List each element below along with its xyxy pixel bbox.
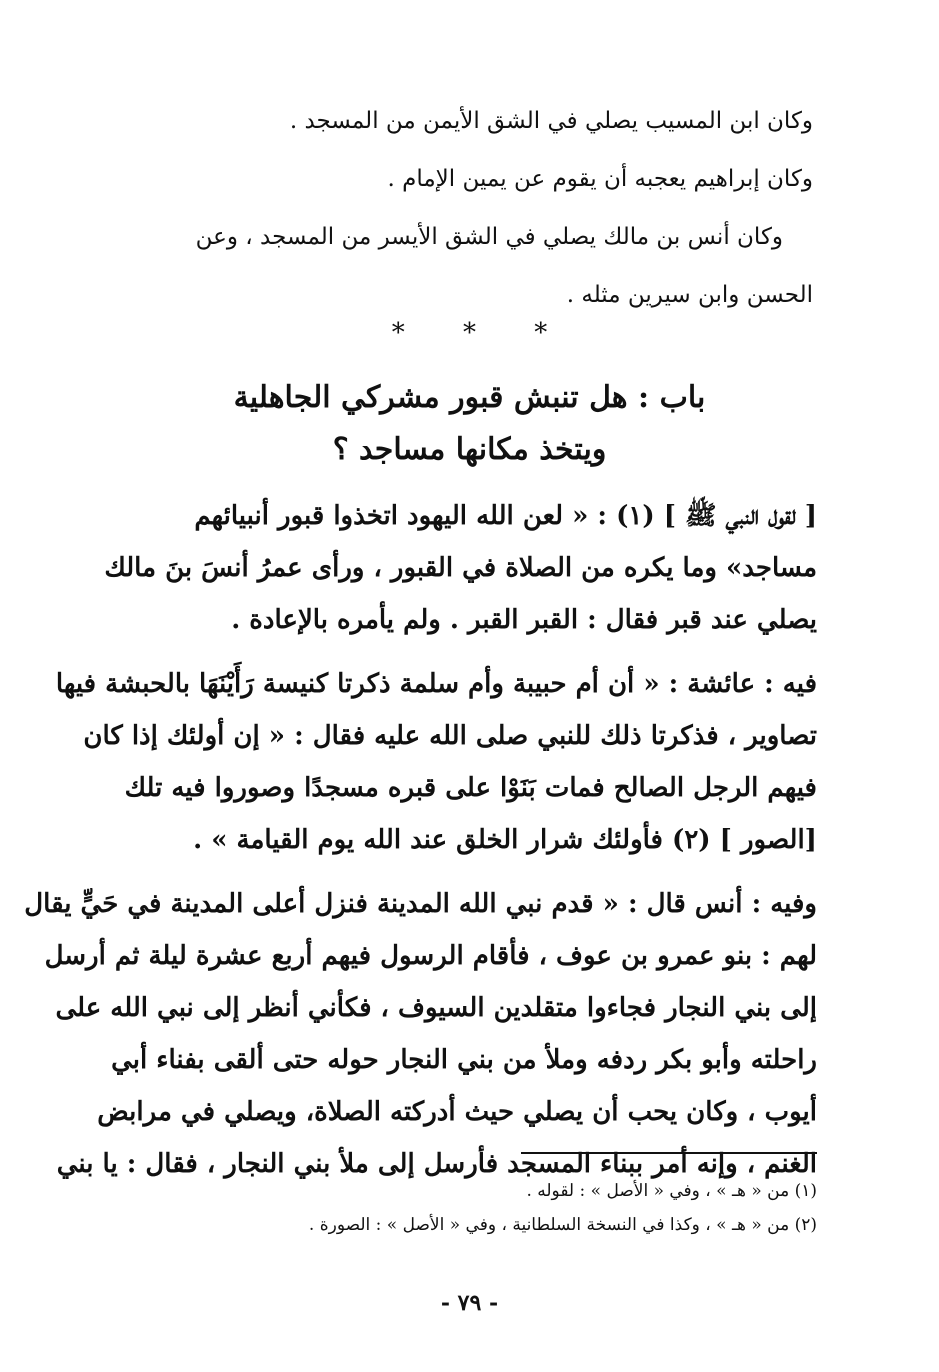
text-line: [ لقول النبي ﷺ ] (١) : « لعن الله اليهود اتخذوا قبور أنبيائهم xyxy=(194,501,817,531)
text-line: مساجد» وما يكره من الصلاة في القبور ، ورأى عمرُ أنسَ بنَ مالك xyxy=(104,553,817,583)
page-number: - ٧٩ - xyxy=(440,1290,499,1316)
text-line: لهم : بنو عمرو بن عوف ، فأقام الرسول فيهم أربع عشرة ليلة ثم أرسل xyxy=(44,941,817,971)
text-line: وفيه : أنس قال : « قدم نبي الله المدينة فنزل أعلى المدينة في حَيٍّ يقال xyxy=(24,889,817,919)
text-line: يصلي عند قبر فقال : القبر القبر . ولم يأمره بالإعادة . xyxy=(231,605,817,635)
text-line: أيوب ، وكان يحب أن يصلي حيث أدركته الصلاة، ويصلي في مرابض xyxy=(97,1097,817,1127)
text-line: تصاوير ، فذكرتا ذلك للنبي صلى الله عليه فقال : « إن أولئك إذا كان xyxy=(83,721,817,751)
section-separator: * * * xyxy=(391,318,548,348)
footnotes xyxy=(121,1174,817,1242)
intro-line: وكان ابن المسيب يصلي في الشق الأيمن من المسجد . xyxy=(289,108,813,134)
paragraph xyxy=(104,490,817,646)
footnote-divider xyxy=(521,1152,817,1154)
footnote: (١) من « هـ » ، وفي « الأصل » : لقوله . xyxy=(526,1181,817,1201)
paragraph xyxy=(24,878,817,1190)
intro-text xyxy=(123,92,813,324)
footnote: (٢) من « هـ » ، وكذا في النسخة السلطانية ، وفي « الأصل » : الصورة . xyxy=(308,1215,817,1235)
text-line: إلى بني النجار فجاءوا متقلدين السيوف ، فكأني أنظر إلى نبي الله على xyxy=(55,993,817,1023)
text-line: راحلته وأبو بكر ردفه وملأ من بني النجار حوله حتى ألقى بفناء أبي xyxy=(111,1045,817,1075)
text-line: فيه : عائشة : « أن أم حبيبة وأم سلمة ذكرتا كنيسة رَأَيْنَهَا بالحبشة فيها xyxy=(55,669,817,699)
text-line: الغنم ، وإنه أمر ببناء المسجد فأرسل إلى ملأ بني النجار ، فقال : يا بني xyxy=(56,1149,817,1179)
intro-line: الحسن وابن سيرين مثله . xyxy=(566,282,813,308)
chapter-title xyxy=(0,372,939,476)
paragraph xyxy=(55,658,817,866)
text-line: فيهم الرجل الصالح فمات بَنَوْا على قبره مسجدًا وصوروا فيه تلك xyxy=(124,773,817,803)
text-line: [الصور ] (٢) فأولئك شرار الخلق عند الله يوم القيامة » . xyxy=(193,825,817,855)
intro-line: وكان إبراهيم يعجبه أن يقوم عن يمين الإمام . xyxy=(387,166,813,192)
chapter-body xyxy=(24,490,817,1202)
intro-line: وكان أنس بن مالك يصلي في الشق الأيسر من المسجد ، وعن xyxy=(195,224,783,250)
chapter-title-line: باب : هل تنبش قبور مشركي الجاهلية xyxy=(233,380,706,415)
chapter-title-line: ويتخذ مكانها مساجد ؟ xyxy=(332,432,607,467)
